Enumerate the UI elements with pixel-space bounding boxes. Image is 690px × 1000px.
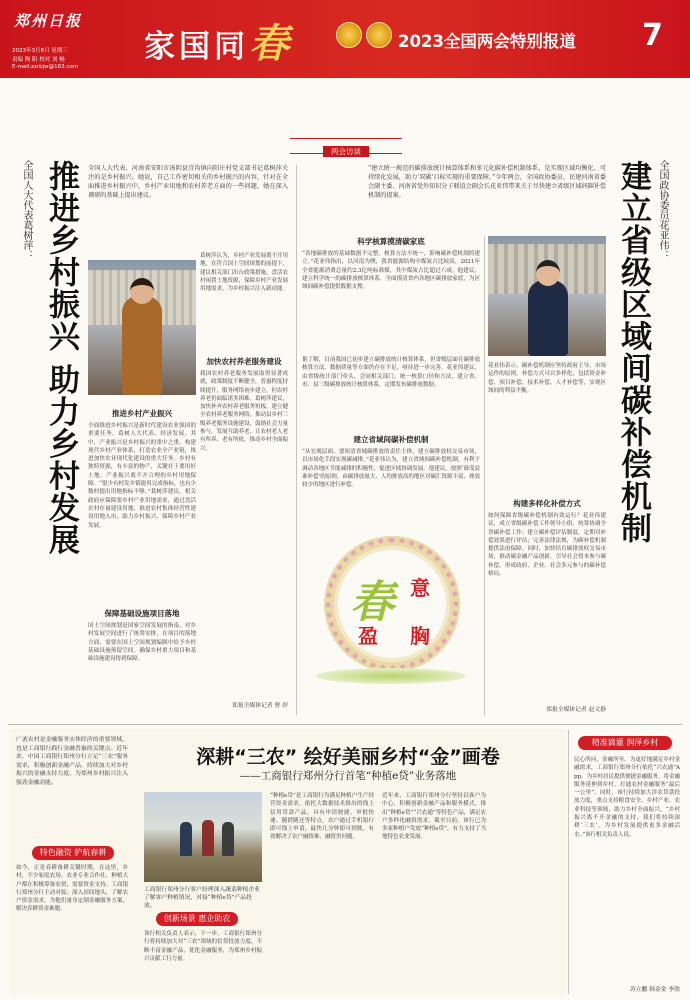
right-body-1: “各地碳排放的基础数据不完整，核算方法不统一，影响碳补偿机制的建立。”花亚伟指出，以河南为例，我省能源结构中煤炭占比较高，2021年全省能源消费总量约2.3亿吨标准煤，其中煤炭占比超过六成。他建议，建立科学统一的碳排放核算体系，全面摸清省内各地区碳排放家底，为区域间碳补偿提供数据支撑。 (302, 251, 480, 291)
left-headline: 推进乡村振兴 助力乡村发展 (43, 160, 79, 556)
spring-character: 春 (350, 577, 394, 628)
email-line: E-mail:zzrbjw@163.com (12, 64, 79, 70)
right-body-3: “从宏观层面，要厘清省域碳排放的责任主体，建立碳排放权交易市场，以市场化手段实现碳减排。”花亚伟认为，建立省域间碳补偿机制，有利于调动各地区节能减排的积极性，促进区域协调发展。他建议，按照‘谁受益谁补偿’的原则，由碳排放量大、人均排放高的地区对碳汇资源丰富、排放较少的地区进行补偿。 (302, 449, 480, 489)
date-line: 2023年3月8日 星期三 (12, 48, 68, 54)
right-subheading-1: 科学核算摸清碳家底 (357, 237, 425, 246)
bottom-col-4: 该行相关负责人表示，下一步，工商银行郑州分行将持续加大对“三农”领域的信贷投放力度，不断丰富金融产品，优化金融服务，为郑州乡村振兴贡献工行力量。 (144, 931, 262, 962)
left-body-3: 葛树萍认为，乡村产业发展离不开用地，在符合国土空间规划的前提下，建议相关部门出台政策措施，盘活农村闲置土地资源，保障乡村产业发展用地需求，为乡村振兴注入新动能。 (200, 253, 288, 293)
bottom-headline: 深耕“三农” 绘好美丽乡村“金”画卷 (196, 746, 500, 768)
newspaper-logo: 郑州日报 (14, 12, 83, 30)
left-body-4: 我国农村养老服务发展取得显著成就，政策制度不断健全，普惠程度持续提升，服务网络初步建立，但农村养老仍面临诸多困难。葛树萍建议，加快补齐农村养老服务短板，建立健全农村养老服务网络，推动县乡村三级养老服务设施建设，鼓励社会力量参与，发展互助养老，让农村老人老有所养、老有所依，推动乡村全面振兴。 (200, 371, 288, 452)
right-headline: 建立省级区域间碳补偿机制 (615, 160, 651, 544)
left-kicker: 全国人大代表葛树萍： (21, 160, 32, 260)
left-body-2: 国土空间规划是国家空间发展的指南，对乡村发展空间进行了统筹安排，在项目的落地方面，需要在国土空间规划编制中给予乡村基础设施预留空间，确保乡村重大项目和基础设施建设得到保障。 (88, 623, 196, 663)
section-title-main: 家国同 (144, 29, 249, 65)
person-figure (122, 296, 162, 395)
section-separator (8, 724, 682, 725)
person-figure (528, 280, 568, 356)
right-body-5: 如何保障省级碳补偿机制有效运行？花亚伟建议，成立省级碳补偿工作领导小组，统筹协调全省碳补偿工作；建立碳补偿评估制度，定期对补偿效果进行评估；完善法律法规，为碳补偿机制提供法治保障。同时，加快培育碳排放权交易市场，推动碳金融产品创新，引导社会资本参与碳补偿，形成政府、企业、社会多元参与的碳补偿格局。 (488, 513, 606, 578)
bottom-col-3: 近年来，工商银行郑州分行坚持以客户为中心，积极创新金融产品和服务模式，推出“种植e贷”“兴农通”等特色产品，满足农户多样化融资需求。截至目前，该行已为多家种植户发放“种植e贷”，有力支持了当地特色农业发展。 (382, 793, 486, 841)
person-head (130, 278, 154, 304)
right-subheading-3: 构建多样化补偿方式 (513, 499, 581, 508)
editor-line: 责编 陶 阳 校对 刘 畅 (12, 57, 65, 63)
right-byline: 郑报全媒体记者 赵文静 (546, 707, 606, 713)
spring-emblem (306, 528, 478, 708)
masthead (0, 0, 690, 78)
pill-heading-innovation: 创新场景 惠企助农 (156, 912, 238, 926)
left-byline: 郑报全媒体记者 曹 婷 (232, 703, 288, 709)
emblem-icon (336, 22, 362, 48)
right-portrait-photo (488, 236, 606, 356)
section-title (144, 12, 293, 69)
interview-tag-label: 两会访谈 (323, 146, 369, 157)
field-photo (144, 792, 262, 882)
special-report-banner: 2023全国两会特别报道 (398, 32, 576, 51)
left-intro: 全国人大代表、河南省安阳市汤阴县宜沟镇向阳庄村党支部书记葛树萍关注的是乡村振兴。她说，自己工作密切相关的乡村振兴的内容，针对在全面推进乡村振兴中，乡村产业用地和农村养老方面的一些问题，她在深入调研的基础上提出建议。 (88, 165, 288, 199)
spring-word-1: 意 (410, 576, 430, 600)
bottom-right-byline: 苏立鹏 韩金金 李欣 (629, 987, 680, 993)
left-subheading-2: 保障基础设施项目落地 (104, 609, 180, 618)
bottom-col-2: “种植e贷”是工商银行为满足种植户生产经营资金需求，依托大数据技术推出的线上信用贷款产品，具有申请便捷、审批快速、随借随还等特点，农户通过手机银行即可线上申请，最快几分钟即可到账，有效解决了农户融资难、融资贵问题。 (270, 793, 374, 841)
green-leaf-decoration (316, 668, 466, 684)
left-body-1: 全面推进乡村振兴是新时代建设农业强国的重要任务。葛树人大代表、经济发展，其中，产业振兴是乡村振兴的重中之重。构建现代乡村产业体系，打造农业全产业链，推进加快农业现代化建设的重大任务。乡村有独特资源，有丰富的物产，关键在于要用好土地。产业振兴离不开合理的乡村用地保障。“很少有村发乡镇能用完成指标，也有少数村提出用地指标不够，”葛树萍建议，相关政府应保障要乡村产业用地需求，通过盘活农村存量建设用地、推进农村集体经营性建设用地入市，助力乡村振兴，保障乡村产业发展。 (88, 423, 196, 529)
left-subheading-1: 推进乡村产业振兴 (112, 409, 172, 418)
left-subheading-3: 加快农村养老服务建设 (206, 357, 282, 366)
bottom-subhead: ——工商银行郑州分行首笔“种植e贷”业务落地 (239, 770, 457, 782)
field-photo-caption: 工商银行郑州分行客户经理深入蔬菜种植企业了解客户种植情况，对接“种植e贷”产品投放。 (144, 887, 260, 910)
bottom-right-column: 民心所向，金融所至。为更好地满足乡村金融需求，工商银行郑州分行依托“兴农通”App，为乡村居民提供便捷金融服务，将金融服务延伸到乡村，打通农村金融服务“最后一公里”。同时，该行持续加大涉农贷款投放力度，重点支持粮食安全、乡村产业、农业科技等领域，助力乡村全面振兴。“乡村振兴离不开金融的支持，我们将持续深耕‘三农’，为乡村发展提供更多金融活水。”该行相关负责人说。 (574, 757, 680, 838)
person-1 (180, 822, 192, 856)
column-divider (568, 730, 569, 994)
right-kicker: 全国政协委员花亚伟： (657, 160, 668, 260)
spring-word-2: 盈 (358, 624, 378, 648)
section-title-spring: 春 (249, 20, 293, 67)
page-number: 7 (642, 18, 663, 53)
interview-tag (290, 138, 402, 154)
bottom-lead: 广袤农村是金融服务实体经济的重要领域，也是工商银行践行金融普惠的关键点。近年来，中国工商银行郑州分行立足“三农”服务需求，积极创新金融产品，持续加大对乡村振兴的金融支持力度，为郑州乡村振兴注入强劲金融动能。 (16, 737, 128, 786)
pill-heading-spring-farming: 特色融资 护航春耕 (32, 846, 114, 860)
spring-word-3: 胸 (410, 624, 430, 648)
column-divider (296, 165, 297, 715)
emblem-icon-2 (366, 22, 392, 48)
person-3 (222, 822, 234, 856)
right-subheading-2: 建立省域间碳补偿机制 (353, 435, 429, 444)
left-portrait-photo (88, 260, 196, 395)
pill-heading-precision: 精准滴灌 润泽乡村 (578, 736, 672, 750)
person-2 (202, 820, 214, 856)
bottom-col-1: 如今，正是春耕备耕关键时期，在这里，乡村，不少家庭农场、农业专业合作社、种植大户都在积极筹备农资，需要资金支持。工商银行郑州分行主动对接，深入田间地头，了解农户资金需求，为他们量身定制金融服务方案，解决春耕资金难题。 (16, 865, 128, 913)
right-body-2: 据了解，目前我国已初步建立碳排放统计核算体系，但省级层面在碳排放核算方法、数据质量等方面仍存在不足，亟待进一步完善。花亚伟建议，由省级统计部门牵头，会同相关部门，统一核算口径和方法，建立省、市、县三级碳排放统计核算体系，定期发布碳排放数据。 (302, 357, 480, 388)
column-divider (484, 236, 485, 716)
right-intro: “建立统一规范的碳排放统计核算体系和多元化碳补偿机制体系，是实现区域均衡化、可持续化发展，助力‘双碳’目标实现的重要保障。”今年两会，全国政协委员、民建河南省委会副主委、河南省党外知识分子联谊会副会长花亚伟带来关于尽快建立省级区域间碳补偿机制的提案。 (368, 165, 606, 199)
person-head (536, 260, 560, 286)
right-body-4: 花亚伟表示，碳补偿机制应坚持政府主导、市场运作的原则，补偿方式可以多样化，包括资金补偿、项目补偿、技术补偿、人才补偿等，实现区域间的利益平衡。 (488, 363, 606, 394)
